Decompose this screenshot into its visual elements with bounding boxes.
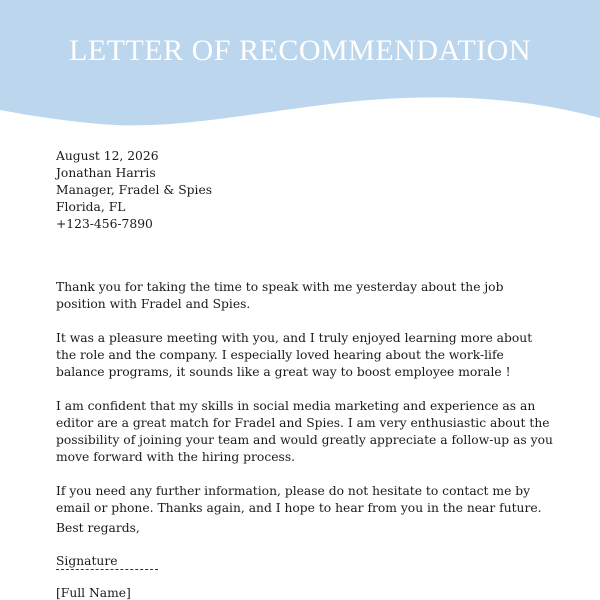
signature-line: Signature — [56, 553, 158, 570]
recipient-location: Florida, FL — [56, 200, 126, 214]
page-title: LETTER OF RECOMMENDATION — [69, 34, 531, 67]
header-wave-band — [0, 0, 600, 140]
recipient-name: Jonathan Harris — [56, 166, 156, 180]
recipient-block — [56, 148, 556, 233]
recipient-title: Manager, Fradel & Spies — [56, 183, 213, 197]
recipient-phone: +123-456-7890 — [56, 217, 153, 231]
body-paragraph: I am confident that my skills in social media marketing and experience as an editor are a great match for Fradel and Spies. I am very enthusiastic about the possibility of joining your team and would greatly appreciate a follow-up as you move forward with the hiring process. — [56, 399, 553, 464]
body-paragraph: It was a pleasure meeting with you, and I truly enjoyed learning more about the role and the company. I especially loved hearing about the work-life balance programs, it sounds like a great way to boost employee morale ! — [56, 331, 533, 379]
full-name: [Full Name] — [56, 586, 131, 600]
letter-content — [56, 148, 556, 517]
body-paragraph: Thank you for taking the time to speak with me yesterday about the job position with Fradel and Spies. — [56, 280, 504, 311]
letter-body — [56, 279, 556, 517]
closing-salutation: Best regards, — [56, 521, 140, 535]
letter-date: August 12, 2026 — [56, 149, 159, 163]
body-paragraph: If you need any further information, please do not hesitate to contact me by email or phone. Thanks again, and I hope to hear from you in the near future. — [56, 484, 542, 515]
